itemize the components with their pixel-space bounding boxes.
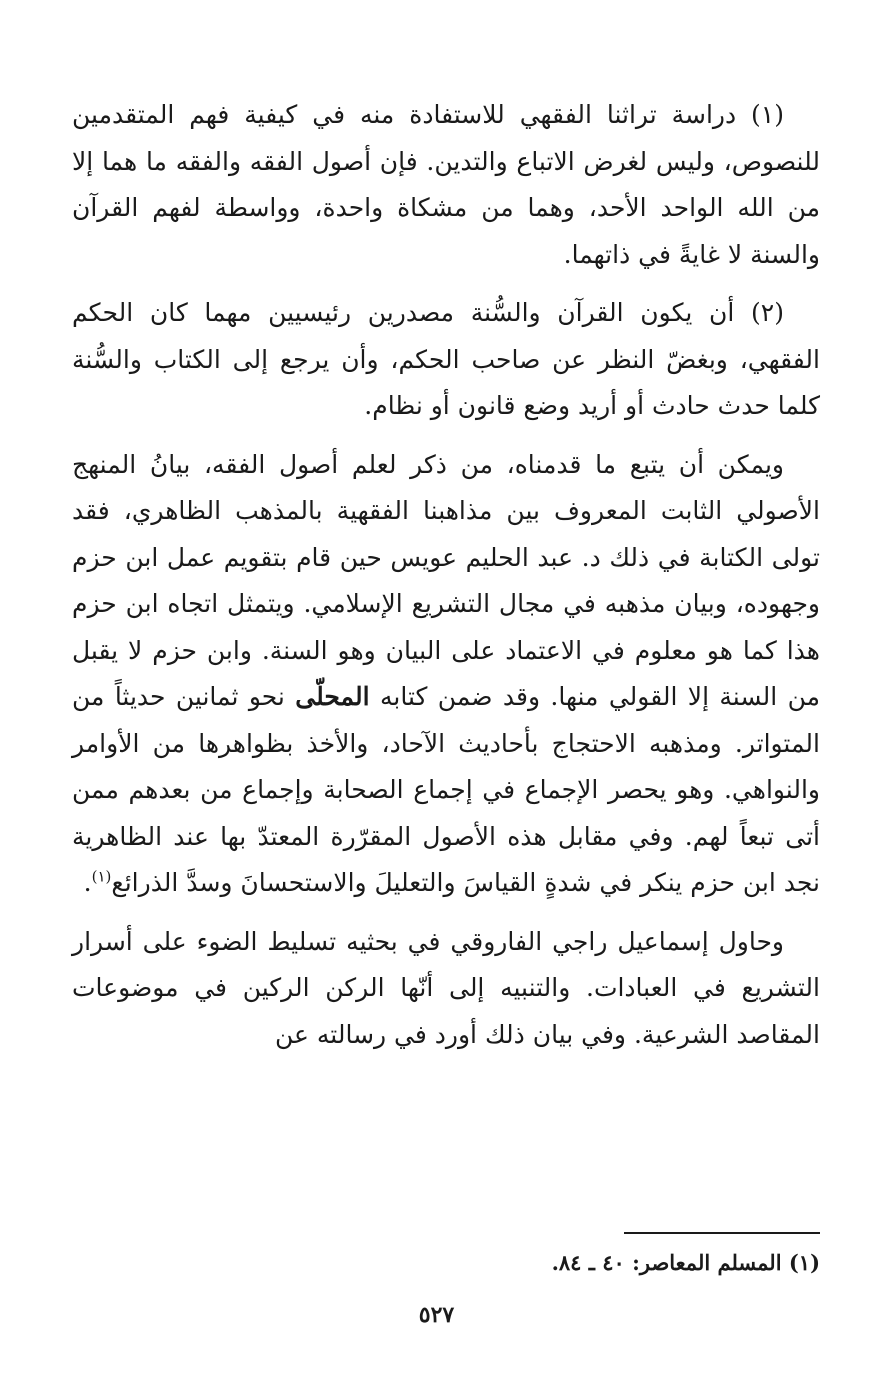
paragraph-2: (٢) أن يكون القرآن والسُّنة مصدرين رئيسيين مهما كان الحكم الفقهي، وبغضّ النظر عن صاحب الحكم، وأن يرجع إلى الكتاب والسُّنة كلما حدث حادث أو أريد وضع قانون أو نظام. <box>72 298 820 420</box>
book-title-bold: المحلّى <box>295 682 370 711</box>
paragraph-1: (١) دراسة تراثنا الفقهي للاستفادة منه في كيفية فهم المتقدمين للنصوص، وليس لغرض الاتباع والتدين. فإن أصول الفقه والفقه ما هما إلا من الله الواحد الأحد، وهما من مشكاة واحدة، وواسطة لفهم القرآن والسنة لا غايةً في ذاتهما. <box>72 100 820 269</box>
paragraph-3-period: . <box>83 868 92 897</box>
page-number: ٥٢٧ <box>418 1302 455 1328</box>
paragraph-3-text-start: ويمكن أن يتبع ما قدمناه، من ذكر لعلم أصول الفقه، بيانُ المنهج الأصولي الثابت المعروف بين مذاهبنا الفقهية بالمذهب الظاهري، فقد تولى الكتابة في ذلك د. عبد الحليم عويس حين قام بتقويم عمل ابن حزم وجهوده، وبيان مذهبه في مجال التشريع الإسلامي. ويتمثل اتجاه ابن حزم هذا كما هو معلوم في الاعتماد على البيان وهو السنة. وابن حزم لا يقبل من السنة إلا القولي منها. وقد ضمن كتابه <box>72 449 821 711</box>
page-body <box>72 92 820 1058</box>
paragraph-3 <box>72 442 820 907</box>
footnote-1: (١) المسلم المعاصر: ٤٠ ـ ٨٤. <box>551 1250 820 1275</box>
footnote-divider <box>624 1232 820 1234</box>
paragraph-4: وحاول إسماعيل راجي الفاروقي في بحثيه تسليط الضوء على أسرار التشريع في العبادات. والتنبيه إلى أنّها الركن الركين في موضوعات المقاصد الشرعية. وفي بيان ذلك أورد في رسالته عن <box>72 926 820 1049</box>
paragraph-3-text-end: نحو ثمانين حديثاً من المتواتر. ومذهبه الاحتجاج بأحاديث الآحاد، والأخذ بظواهرها من الأوامر والنواهي. وهو يحصر الإجماع في إجماع الصحابة وإجماع من بعدهم ممن أتى تبعاً لهم. وفي مقابل هذه الأصول المقرّرة المعتدّ بها عند الظاهرية نجد ابن حزم ينكر في شدةٍ القياسَ والتعليلَ والاستحسانَ وسدَّ الذرائع <box>72 682 820 897</box>
footnote-reference: (١) <box>91 867 112 886</box>
